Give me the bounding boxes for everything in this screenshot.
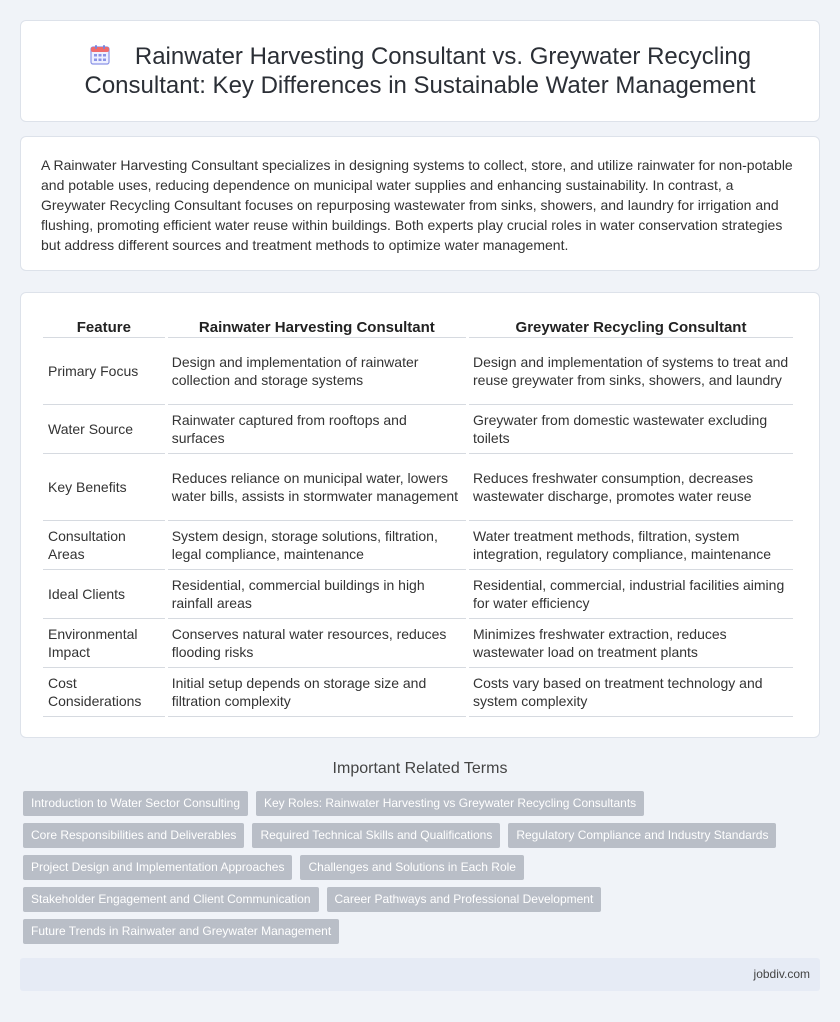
greywater-cell: Reduces freshwater consumption, decreases wastewater discharge, promotes water reuse: [469, 454, 793, 521]
footer-site-link[interactable]: jobdiv.com: [753, 967, 810, 981]
rainwater-cell: Design and implementation of rainwater collection and storage systems: [168, 338, 466, 405]
feature-cell: Environmental Impact: [43, 619, 165, 668]
table-row: [43, 338, 793, 405]
table-row: [43, 405, 793, 454]
comparison-table: [40, 314, 796, 717]
header-greywater: Greywater Recycling Consultant: [469, 314, 793, 338]
comparison-card: [20, 292, 820, 738]
intro-paragraph: A Rainwater Harvesting Consultant specializes in designing systems to collect, store, and utilize rainwater for non-potable and potable uses, reducing dependence on municipal water supplies and enhancing sustainability. In contrast, a Greywater Recycling Consultant focuses on repurposing wastewater from sinks, showers, and laundry for irrigation and flushing, promoting efficient water reuse within buildings. Both experts play crucial roles in water conservation strategies but address different sources and treatment methods to optimize water management.: [41, 157, 793, 253]
greywater-cell: Costs vary based on treatment technology and system complexity: [469, 668, 793, 717]
rainwater-cell: System design, storage solutions, filtration, legal compliance, maintenance: [168, 521, 466, 570]
title-card: [20, 20, 820, 122]
related-term-tag[interactable]: Career Pathways and Professional Development: [327, 887, 602, 912]
rainwater-cell: Initial setup depends on storage size and filtration complexity: [168, 668, 466, 717]
greywater-cell: Greywater from domestic wastewater excluding toilets: [469, 405, 793, 454]
table-header-row: [43, 314, 793, 338]
page-title-text: Rainwater Harvesting Consultant vs. Greywater Recycling Consultant: Key Differences in Sustainable Water Management: [84, 43, 756, 99]
feature-cell: Water Source: [43, 405, 165, 454]
greywater-cell: Residential, commercial, industrial facilities aiming for water efficiency: [469, 570, 793, 619]
feature-cell: Consultation Areas: [43, 521, 165, 570]
rainwater-cell: Conserves natural water resources, reduces flooding risks: [168, 619, 466, 668]
related-term-tag[interactable]: Challenges and Solutions in Each Role: [300, 855, 523, 880]
footer: [20, 958, 820, 991]
related-term-tag[interactable]: Key Roles: Rainwater Harvesting vs Greywater Recycling Consultants: [256, 791, 644, 816]
feature-cell: Key Benefits: [43, 454, 165, 521]
greywater-cell: Water treatment methods, filtration, system integration, regulatory compliance, maintenance: [469, 521, 793, 570]
related-term-tag[interactable]: Stakeholder Engagement and Client Communication: [23, 887, 319, 912]
calendar-icon: [89, 44, 111, 66]
rainwater-cell: Rainwater captured from rooftops and surfaces: [168, 405, 466, 454]
related-term-tag[interactable]: Future Trends in Rainwater and Greywater Management: [23, 919, 339, 944]
greywater-cell: Design and implementation of systems to treat and reuse greywater from sinks, showers, and laundry: [469, 338, 793, 405]
table-row: [43, 454, 793, 521]
related-term-tag[interactable]: Required Technical Skills and Qualifications: [252, 823, 500, 848]
page-title: [70, 42, 770, 100]
table-row: [43, 521, 793, 570]
related-term-tag[interactable]: Project Design and Implementation Approaches: [23, 855, 292, 880]
related-terms-tags: [23, 791, 803, 951]
related-term-tag[interactable]: Regulatory Compliance and Industry Standards: [508, 823, 776, 848]
rainwater-cell: Residential, commercial buildings in high rainfall areas: [168, 570, 466, 619]
header-feature: Feature: [43, 314, 165, 338]
table-row: [43, 668, 793, 717]
related-term-tag[interactable]: Introduction to Water Sector Consulting: [23, 791, 248, 816]
header-rainwater: Rainwater Harvesting Consultant: [168, 314, 466, 338]
feature-cell: Ideal Clients: [43, 570, 165, 619]
table-row: [43, 570, 793, 619]
feature-cell: Primary Focus: [43, 338, 165, 405]
intro-card: [20, 136, 820, 271]
table-row: [43, 619, 793, 668]
related-terms-title: Important Related Terms: [332, 760, 508, 777]
feature-cell: Cost Considerations: [43, 668, 165, 717]
related-term-tag[interactable]: Core Responsibilities and Deliverables: [23, 823, 244, 848]
rainwater-cell: Reduces reliance on municipal water, lowers water bills, assists in stormwater management: [168, 454, 466, 521]
greywater-cell: Minimizes freshwater extraction, reduces wastewater load on treatment plants: [469, 619, 793, 668]
